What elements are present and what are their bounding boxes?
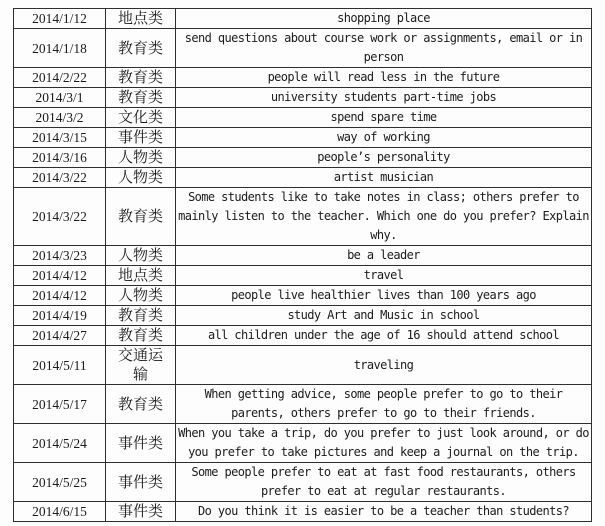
date-cell: 2014/3/2 (14, 108, 106, 128)
table-row (14, 188, 592, 246)
topic-cell: Do you think it is easier to be a teacher than students? (176, 502, 592, 522)
category-cell: 事件类 (106, 424, 176, 463)
topic-cell: artist musician (176, 168, 592, 188)
topic-cell: Some people prefer to eat at fast food restaurants, others prefer to eat at regular restaurants. (176, 463, 592, 502)
table-row (14, 108, 592, 128)
category-cell: 地点类 (106, 9, 176, 29)
topic-cell: Some students like to take notes in class; others prefer to mainly listen to the teacher. Which one do you prefer? Explain why. (176, 188, 592, 246)
table-row (14, 424, 592, 463)
table-row (14, 502, 592, 522)
table-row (14, 246, 592, 266)
date-cell: 2014/4/12 (14, 286, 106, 306)
category-cell: 文化类 (106, 108, 176, 128)
category-cell: 教育类 (106, 188, 176, 246)
table-row (14, 463, 592, 502)
category-cell: 事件类 (106, 502, 176, 522)
topics-table-body (14, 9, 592, 522)
topic-cell: When you take a trip, do you prefer to just look around, or do you prefer to take pictures and keep a journal on the trip. (176, 424, 592, 463)
table-row (14, 346, 592, 385)
date-cell: 2014/1/12 (14, 9, 106, 29)
topic-cell: people will read less in the future (176, 68, 592, 88)
category-cell: 教育类 (106, 88, 176, 108)
topic-cell: travel (176, 266, 592, 286)
date-cell: 2014/2/22 (14, 68, 106, 88)
date-cell: 2014/6/15 (14, 502, 106, 522)
table-row (14, 326, 592, 346)
topic-cell: people’s personality (176, 148, 592, 168)
table-row (14, 128, 592, 148)
date-cell: 2014/5/11 (14, 346, 106, 385)
category-cell: 事件类 (106, 128, 176, 148)
topic-cell: send questions about course work or assignments, email or in person (176, 29, 592, 68)
topic-cell: be a leader (176, 246, 592, 266)
topic-cell: people live healthier lives than 100 years ago (176, 286, 592, 306)
date-cell: 2014/5/17 (14, 385, 106, 424)
category-cell: 教育类 (106, 306, 176, 326)
date-cell: 2014/3/16 (14, 148, 106, 168)
category-cell: 人物类 (106, 168, 176, 188)
table-row (14, 9, 592, 29)
date-cell: 2014/3/22 (14, 168, 106, 188)
date-cell: 2014/3/22 (14, 188, 106, 246)
category-cell: 交通运输 (106, 346, 176, 385)
table-row (14, 385, 592, 424)
topic-cell: traveling (176, 346, 592, 385)
table-row (14, 29, 592, 68)
topic-cell: shopping place (176, 9, 592, 29)
topic-cell: study Art and Music in school (176, 306, 592, 326)
category-cell: 地点类 (106, 266, 176, 286)
category-cell: 事件类 (106, 463, 176, 502)
category-cell: 教育类 (106, 385, 176, 424)
topic-cell: way of working (176, 128, 592, 148)
topic-cell: When getting advice, some people prefer to go to their parents, others prefer to go to their friends. (176, 385, 592, 424)
topic-cell: all children under the age of 16 should attend school (176, 326, 592, 346)
date-cell: 2014/1/18 (14, 29, 106, 68)
table-row (14, 286, 592, 306)
table-row (14, 88, 592, 108)
category-cell: 教育类 (106, 326, 176, 346)
date-cell: 2014/4/27 (14, 326, 106, 346)
table-row (14, 266, 592, 286)
topics-table-container (13, 8, 592, 522)
category-cell: 人物类 (106, 148, 176, 168)
table-row (14, 148, 592, 168)
category-cell: 人物类 (106, 246, 176, 266)
table-row (14, 306, 592, 326)
category-cell: 教育类 (106, 68, 176, 88)
table-row (14, 68, 592, 88)
table-row (14, 168, 592, 188)
date-cell: 2014/3/23 (14, 246, 106, 266)
date-cell: 2014/4/19 (14, 306, 106, 326)
date-cell: 2014/5/24 (14, 424, 106, 463)
topic-cell: university students part-time jobs (176, 88, 592, 108)
date-cell: 2014/5/25 (14, 463, 106, 502)
date-cell: 2014/3/1 (14, 88, 106, 108)
category-cell: 教育类 (106, 29, 176, 68)
topic-cell: spend spare time (176, 108, 592, 128)
topics-table (13, 8, 592, 522)
date-cell: 2014/4/12 (14, 266, 106, 286)
date-cell: 2014/3/15 (14, 128, 106, 148)
category-cell: 人物类 (106, 286, 176, 306)
